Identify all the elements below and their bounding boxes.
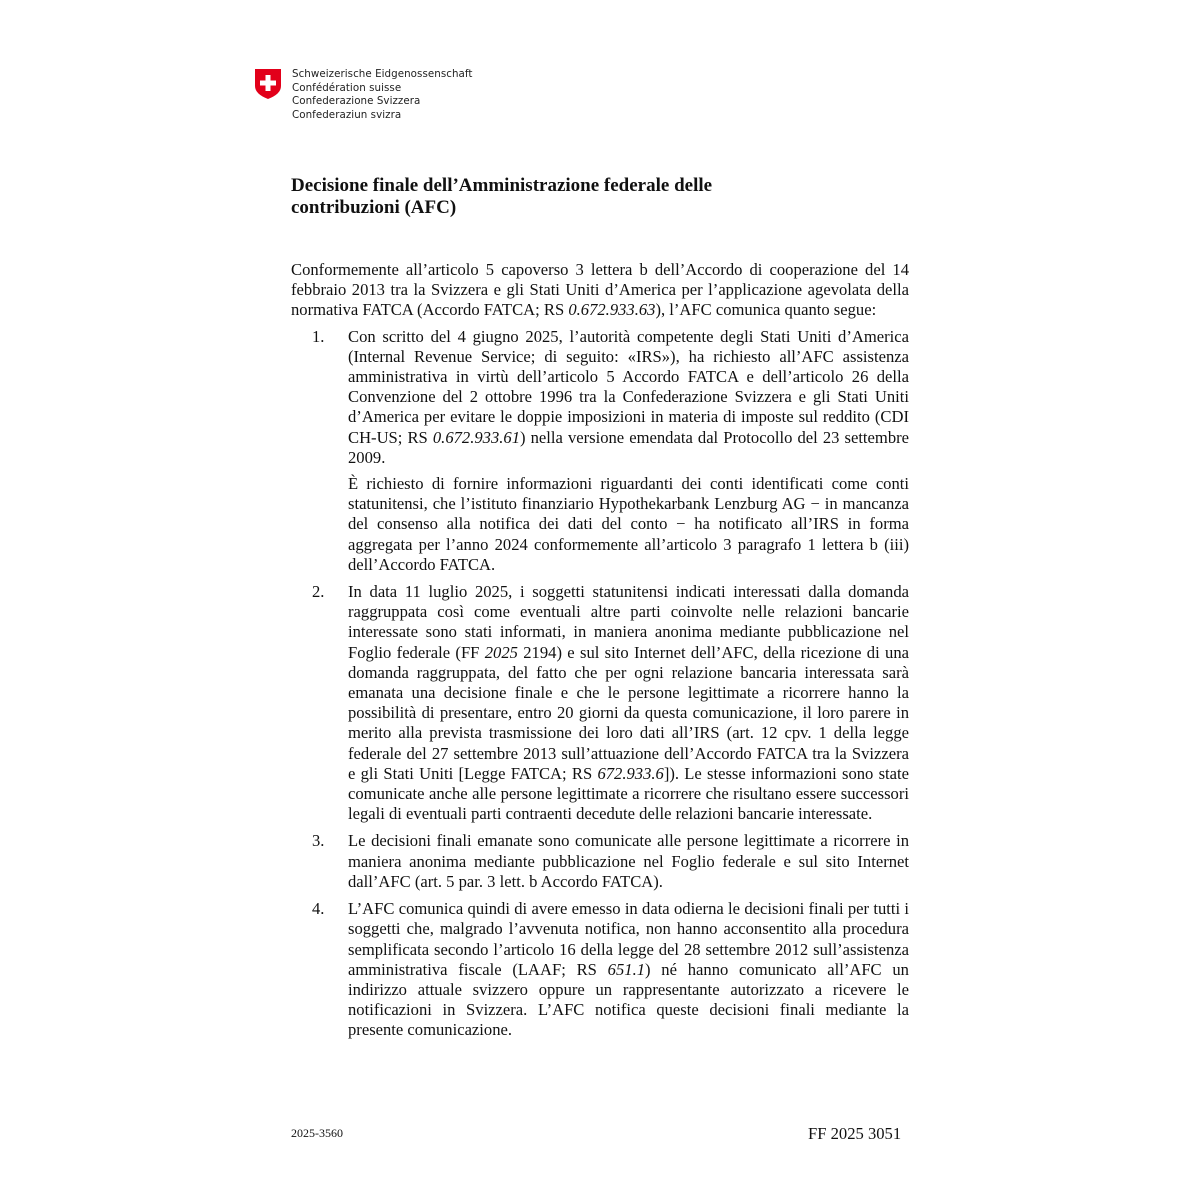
item-4-text-1: L’AFC comunica quindi di avere emesso in data odierna le decisioni finali per tutti i soggetti che, malgrado l’avvenuta notifica, non hanno acconsentito alla procedura semplificata secondo l’articolo 16 della legge del 28 settembre 2012 sull’assistenza amministrativa fiscale (LAAF; RS xyxy=(348,899,909,979)
confederation-name-rm: Confederaziun svizra xyxy=(292,108,402,121)
confederation-name-it: Confederazione Svizzera xyxy=(292,95,421,108)
item-4-paragraph xyxy=(348,899,909,1040)
document-id: 2025-3560 xyxy=(291,1126,343,1140)
item-1-text-1: Con scritto del 4 giugno 2025, l’autorità competente degli Stati Uniti d’America (Internal Revenue Service; di seguito: «IRS»), ha richiesto all’AFC assistenza amministrativa in virtù dell’articolo 5 Accordo FATCA e dell’articolo 26 della Convenzione del 2 ottobre 1996 tra la Confederazione Svizzera e gli Stati Uniti d’America per evitare le doppie imposizioni in materia di imposte sul reddito (CDI CH-US; RS xyxy=(348,326,909,447)
item-1-ref: 0.672.933.61 xyxy=(432,427,520,447)
item-number: 1. xyxy=(312,326,325,346)
intro-text-2: ), l’AFC comunica quanto segue: xyxy=(655,300,877,320)
confederation-name-de: Schweizerische Eidgenossenschaft xyxy=(292,68,473,80)
list-item-1 xyxy=(291,327,909,575)
intro-ref: 0.672.933.63 xyxy=(568,300,656,320)
item-2-text-1: In data 11 luglio 2025, i soggetti statunitensi indicati interessati dalla domanda raggruppata così come eventuali altre parti coinvolte nelle relazioni bancarie interessate sono stati informati, in maniera anonima mediante pubblicazione nel Foglio federale (FF xyxy=(348,582,909,662)
document-body xyxy=(291,260,909,1048)
item-number: 2. xyxy=(312,582,325,602)
item-1-text-2: ) nella versione emendata dal Protocollo del 23 settembre 2009. xyxy=(348,427,910,467)
item-number: 4. xyxy=(312,899,325,919)
confederation-name-fr: Confédération suisse xyxy=(292,81,402,94)
item-2-paragraph xyxy=(348,582,909,824)
item-4-text-2: ) né hanno comunicato all’AFC un indirizzo attuale svizzero oppure un rappresentante autorizzato a ricevere le notificazioni in Svizzera. L’AFC notifica queste decisioni finali mediante la presente comunicazione. xyxy=(348,959,909,1040)
letterhead xyxy=(254,68,472,122)
item-2-ff-year: 2025 xyxy=(484,642,518,662)
item-2-ref: 672.933.6 xyxy=(597,763,664,783)
title-line-2: contribuzioni (AFC) xyxy=(291,197,457,218)
item-number: 3. xyxy=(312,831,325,851)
list-item-3 xyxy=(291,831,909,892)
title-line-1: Decisione finale dell’Amministrazione federale delle xyxy=(291,175,713,196)
document-title xyxy=(291,175,911,219)
item-1-paragraph-1 xyxy=(348,327,909,468)
intro-paragraph xyxy=(291,260,909,321)
item-2-text-3: ]). Le stesse informazioni sono state comunicate anche alle persone legittimate a ricorrere che risultano essere successori legali di eventuali parti contraenti decedute delle relazioni bancarie interessate. xyxy=(348,763,909,824)
list-item-2 xyxy=(291,582,909,824)
swiss-flag-icon xyxy=(254,68,282,100)
federal-gazette-reference: FF 2025 3051 xyxy=(808,1124,902,1143)
intro-text-1: Conformemente all’articolo 5 capoverso 3 lettera b dell’Accordo di cooperazione del 14 febbraio 2013 tra la Svizzera e gli Stati Uniti d’America per l’applicazione agevolata della normativa FATCA (Accordo FATCA; RS xyxy=(291,260,909,320)
confederation-names xyxy=(292,68,472,122)
item-3-paragraph: Le decisioni finali emanate sono comunicate alle persone legittimate a ricorrere in maniera anonima mediante pubblicazione nel Foglio federale e sul sito Internet dall’AFC (art. 5 par. 3 lett. b Accordo FATCA). xyxy=(348,831,909,891)
list-item-4 xyxy=(291,899,909,1040)
item-2-text-2: 2194) e sul sito Internet dell’AFC, della ricezione di una domanda raggruppata, del fatto che per ogni relazione bancaria interessata sarà emanata una decisione finale e che le persone legittimate a ricorrere hanno la possibilità di presentare, entro 20 giorni da questa comunicazione, il loro parere in merito alla prevista trasmissione dei loro dati all’IRS (art. 12 cpv. 1 della legge federale del 27 settembre 2013 sull’attuazione dell’Accordo FATCA tra la Svizzera e gli Stati Uniti [Legge FATCA; RS xyxy=(348,642,909,783)
item-4-ref: 651.1 xyxy=(607,959,646,979)
item-1-paragraph-2: È richiesto di fornire informazioni riguardanti dei conti identificati come conti statunitensi, che l’istituto finanziario Hypothekarbank Lenzburg AG − in mancanza del consenso alla notifica dei dati del conto − ha notificato all’IRS in forma aggregata per l’anno 2024 conformemente all’articolo 3 paragrafo 1 lettera b (iii) dell’Accordo FATCA. xyxy=(348,474,909,574)
